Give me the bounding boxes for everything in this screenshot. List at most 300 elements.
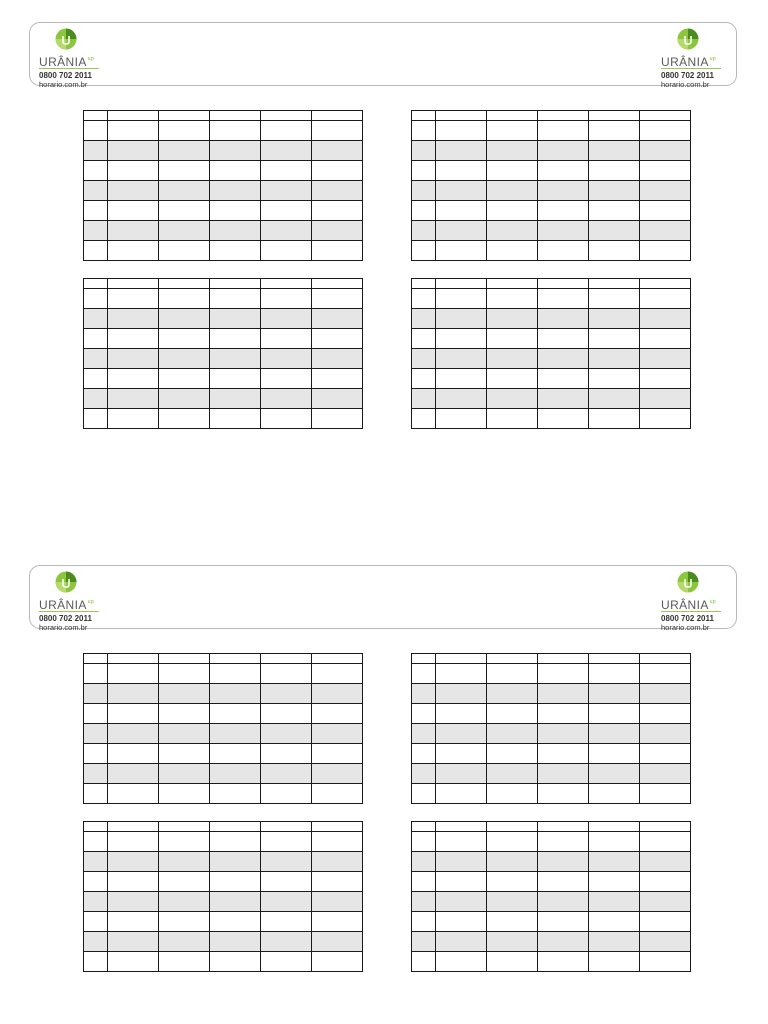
grid-cell: [159, 764, 210, 784]
brand-logo-icon: [661, 571, 727, 597]
grid-cell: [412, 784, 436, 804]
grid-cell: [640, 952, 691, 972]
grid-cell: [487, 121, 538, 141]
grid-cell: [108, 241, 159, 261]
grid-cell: [589, 852, 640, 872]
grid-row: [412, 289, 691, 309]
grid-cell: [487, 832, 538, 852]
grid-cell: [538, 369, 589, 389]
grid-cell: [412, 932, 436, 952]
grid-cell: [436, 289, 487, 309]
grid-cell: [312, 744, 363, 764]
grid-cell: [412, 872, 436, 892]
grid-cell: [312, 784, 363, 804]
grid-cell: [312, 161, 363, 181]
grid-cell: [487, 141, 538, 161]
grid-cell: [210, 892, 261, 912]
grid-cell: [436, 329, 487, 349]
grid-cell: [436, 684, 487, 704]
grid-header-cell: [412, 654, 436, 664]
grid-header-cell: [640, 822, 691, 832]
grid-cell: [589, 832, 640, 852]
grid-cell: [412, 832, 436, 852]
timetable-grid: [411, 110, 691, 261]
grid-cell: [487, 369, 538, 389]
grid-cell: [538, 704, 589, 724]
grid-cell: [589, 724, 640, 744]
brand-wordmark: $URÂNIA^{up}$: [661, 55, 717, 69]
grid-header-cell: [312, 822, 363, 832]
grid-cell: [487, 329, 538, 349]
grid-cell: [159, 289, 210, 309]
grid-row: [84, 852, 363, 872]
grid-cell: [487, 764, 538, 784]
grid-cell: [261, 872, 312, 892]
brand-website: horario.com.br: [661, 623, 710, 632]
grid-row: [412, 329, 691, 349]
grid-cell: [159, 852, 210, 872]
grid-cell: [412, 369, 436, 389]
grid-cell: [538, 744, 589, 764]
grid-cell: [436, 892, 487, 912]
grid-cell: [640, 784, 691, 804]
grid-cell: [84, 181, 108, 201]
grid-row: [84, 369, 363, 389]
brand-block: [661, 28, 727, 89]
grid-cell: [412, 329, 436, 349]
grid-header-cell: [210, 279, 261, 289]
grid-cell: [538, 872, 589, 892]
grid-cell: [312, 852, 363, 872]
grid-cell: [261, 724, 312, 744]
grid-cell: [261, 784, 312, 804]
grid-cell: [589, 389, 640, 409]
grid-cell: [210, 684, 261, 704]
grid-cell: [108, 181, 159, 201]
grid-row: [412, 764, 691, 784]
brand-wordmark: $URÂNIA^{up}$: [39, 598, 95, 612]
grid-cell: [640, 932, 691, 952]
header-banner-bottom: [29, 565, 737, 632]
grid-row: [412, 141, 691, 161]
grid-header-cell: [159, 279, 210, 289]
grid-row: [412, 872, 691, 892]
grid-header-cell: [589, 822, 640, 832]
grid-cell: [412, 349, 436, 369]
grid-cell: [589, 309, 640, 329]
grid-cell: [210, 872, 261, 892]
grid-cell: [210, 181, 261, 201]
grid-cell: [159, 141, 210, 161]
grid-header-cell: [436, 111, 487, 121]
grid-cell: [159, 932, 210, 952]
grid-row: [84, 409, 363, 429]
grid-row: [412, 241, 691, 261]
grid-cell: [436, 852, 487, 872]
grid-cell: [538, 329, 589, 349]
brand-wordmark: $URÂNIA^{up}$: [661, 598, 717, 612]
grid-cell: [84, 744, 108, 764]
grid-cell: [640, 309, 691, 329]
grid-cell: [538, 832, 589, 852]
grid-cell: [261, 369, 312, 389]
grid-cell: [261, 329, 312, 349]
grid-cell: [640, 409, 691, 429]
grid-cell: [538, 684, 589, 704]
grid-cell: [640, 764, 691, 784]
grid-cell: [487, 201, 538, 221]
grid-cell: [84, 684, 108, 704]
grid-cell: [436, 912, 487, 932]
grid-cell: [210, 852, 261, 872]
grid-cell: [312, 912, 363, 932]
grid-cell: [108, 349, 159, 369]
grid-header-row: [84, 654, 363, 664]
grid-row: [84, 684, 363, 704]
grid-cell: [261, 852, 312, 872]
grid-cell: [589, 664, 640, 684]
grid-cell: [84, 832, 108, 852]
grid-cell: [261, 121, 312, 141]
grid-header-cell: [312, 111, 363, 121]
grid-cell: [640, 241, 691, 261]
grid-row: [412, 784, 691, 804]
grid-cell: [487, 409, 538, 429]
grid-cell: [108, 872, 159, 892]
grid-cell: [312, 764, 363, 784]
grid-cell: [538, 161, 589, 181]
grid-cell: [538, 952, 589, 972]
grid-cell: [261, 764, 312, 784]
grid-header-row: [84, 822, 363, 832]
grid-cell: [159, 744, 210, 764]
grid-cell: [159, 309, 210, 329]
grid-cell: [436, 369, 487, 389]
grid-row: [412, 892, 691, 912]
grid-cell: [436, 744, 487, 764]
grid-cell: [436, 704, 487, 724]
grid-header-cell: [640, 654, 691, 664]
grid-cell: [108, 289, 159, 309]
grid-row: [84, 349, 363, 369]
grid-cell: [108, 329, 159, 349]
grid-cell: [159, 221, 210, 241]
grid-cell: [261, 952, 312, 972]
grid-cell: [538, 409, 589, 429]
grid-row: [84, 329, 363, 349]
grid-cell: [436, 724, 487, 744]
grid-row: [84, 744, 363, 764]
grid-cell: [312, 872, 363, 892]
header-banner-top: [29, 22, 737, 89]
grid-row: [412, 409, 691, 429]
grid-row: [84, 121, 363, 141]
grid-row: [84, 724, 363, 744]
grid-cell: [487, 784, 538, 804]
grid-cell: [436, 952, 487, 972]
grid-cell: [589, 241, 640, 261]
grid-cell: [640, 724, 691, 744]
grid-header-cell: [108, 111, 159, 121]
grid-cell: [538, 932, 589, 952]
grid-cell: [210, 724, 261, 744]
brand-block: [661, 571, 727, 632]
grid-row: [412, 389, 691, 409]
grid-header-cell: [538, 279, 589, 289]
grid-cell: [412, 121, 436, 141]
grid-cell: [159, 369, 210, 389]
grid-cell: [312, 121, 363, 141]
grid-row: [412, 912, 691, 932]
grid-cell: [312, 141, 363, 161]
grid-cell: [159, 724, 210, 744]
grid-cell: [412, 141, 436, 161]
grid-cell: [312, 389, 363, 409]
grid-cell: [108, 201, 159, 221]
grid-cell: [412, 221, 436, 241]
grid-cell: [159, 389, 210, 409]
grid-cell: [538, 349, 589, 369]
grid-cell: [312, 369, 363, 389]
grid-header-row: [84, 279, 363, 289]
grid-cell: [589, 349, 640, 369]
grid-cell: [487, 161, 538, 181]
grid-cell: [159, 872, 210, 892]
grid-cell: [640, 832, 691, 852]
grid-cell: [640, 181, 691, 201]
grid-cell: [108, 309, 159, 329]
grid-row: [412, 221, 691, 241]
grid-header-cell: [312, 279, 363, 289]
grid-row: [84, 181, 363, 201]
grid-cell: [412, 161, 436, 181]
grid-header-cell: [84, 822, 108, 832]
grid-cell: [210, 201, 261, 221]
grid-cell: [84, 329, 108, 349]
grid-header-cell: [412, 111, 436, 121]
grid-cell: [210, 369, 261, 389]
grid-row: [412, 704, 691, 724]
grid-cell: [84, 952, 108, 972]
grid-cell: [538, 784, 589, 804]
grid-cell: [312, 201, 363, 221]
grid-cell: [589, 161, 640, 181]
grid-cell: [261, 161, 312, 181]
grid-cell: [108, 161, 159, 181]
grid-cell: [84, 369, 108, 389]
grid-row: [412, 724, 691, 744]
grid-header-cell: [261, 111, 312, 121]
grid-cell: [312, 329, 363, 349]
grid-cell: [84, 309, 108, 329]
grid-cell: [159, 349, 210, 369]
grid-row: [84, 764, 363, 784]
grid-cell: [210, 349, 261, 369]
grid-header-cell: [538, 654, 589, 664]
grid-cell: [159, 704, 210, 724]
grid-cell: [412, 289, 436, 309]
grid-row: [84, 892, 363, 912]
grid-row: [412, 852, 691, 872]
grid-row: [84, 912, 363, 932]
grid-row: [84, 141, 363, 161]
grid-cell: [487, 744, 538, 764]
grid-cell: [108, 664, 159, 684]
grid-cell: [538, 309, 589, 329]
grid-header-cell: [159, 654, 210, 664]
grid-cell: [108, 389, 159, 409]
grid-cell: [210, 832, 261, 852]
grid-cell: [538, 852, 589, 872]
grid-cell: [436, 161, 487, 181]
grid-cell: [538, 289, 589, 309]
grid-cell: [640, 161, 691, 181]
grid-cell: [640, 892, 691, 912]
grid-cell: [210, 664, 261, 684]
grid-cell: [210, 784, 261, 804]
timetable-grid: [411, 653, 691, 804]
grid-cell: [84, 349, 108, 369]
grid-cell: [261, 704, 312, 724]
grid-cell: [261, 309, 312, 329]
grid-row: [84, 389, 363, 409]
grid-header-cell: [436, 279, 487, 289]
grid-cell: [159, 664, 210, 684]
grid-cell: [538, 221, 589, 241]
grid-cell: [108, 952, 159, 972]
grid-cell: [412, 724, 436, 744]
grid-cell: [412, 309, 436, 329]
grid-cell: [210, 389, 261, 409]
grid-cell: [84, 664, 108, 684]
grid-cell: [210, 952, 261, 972]
grid-cell: [312, 181, 363, 201]
grid-cell: [487, 892, 538, 912]
grid-cell: [589, 221, 640, 241]
grid-header-row: [412, 279, 691, 289]
grid-cell: [108, 744, 159, 764]
grid-cell: [436, 349, 487, 369]
grid-cell: [159, 892, 210, 912]
grid-cell: [589, 892, 640, 912]
grid-cell: [159, 329, 210, 349]
grid-cell: [436, 141, 487, 161]
brand-website: horario.com.br: [39, 623, 88, 632]
brand-block: [39, 28, 105, 89]
brand-website: horario.com.br: [39, 80, 88, 89]
grid-header-cell: [108, 822, 159, 832]
grid-row: [84, 784, 363, 804]
grid-cell: [159, 161, 210, 181]
grid-header-cell: [108, 654, 159, 664]
grid-cell: [210, 744, 261, 764]
grid-cell: [487, 724, 538, 744]
grid-cell: [487, 952, 538, 972]
grid-row: [412, 664, 691, 684]
grid-cell: [261, 389, 312, 409]
grid-cell: [108, 369, 159, 389]
grid-cell: [487, 664, 538, 684]
grid-header-cell: [261, 654, 312, 664]
grid-cell: [589, 201, 640, 221]
grid-cell: [261, 932, 312, 952]
grid-cell: [538, 664, 589, 684]
grid-cell: [538, 201, 589, 221]
grid-row: [412, 181, 691, 201]
grid-cell: [589, 289, 640, 309]
brand-phone: 0800 702 2011: [661, 614, 714, 623]
grid-header-cell: [261, 822, 312, 832]
grid-cell: [108, 784, 159, 804]
grid-cell: [108, 704, 159, 724]
grid-cell: [589, 369, 640, 389]
grid-header-cell: [412, 822, 436, 832]
grid-cell: [210, 161, 261, 181]
grid-cell: [84, 241, 108, 261]
timetable-grid: [83, 278, 363, 429]
timetable-grid: [411, 821, 691, 972]
timetable-grid: [83, 821, 363, 972]
grid-cell: [312, 409, 363, 429]
brand-logo-icon: [39, 28, 105, 54]
grid-cell: [108, 932, 159, 952]
grid-cell: [108, 141, 159, 161]
grid-cell: [412, 409, 436, 429]
grid-row: [412, 832, 691, 852]
grid-cell: [261, 221, 312, 241]
grid-header-row: [412, 654, 691, 664]
grid-cell: [487, 389, 538, 409]
grid-cell: [159, 201, 210, 221]
grid-cell: [312, 221, 363, 241]
grid-cell: [589, 704, 640, 724]
grid-cell: [487, 684, 538, 704]
grid-cell: [436, 389, 487, 409]
grid-cell: [640, 704, 691, 724]
grid-cell: [412, 852, 436, 872]
brand-logo-icon: [661, 28, 727, 54]
grid-cell: [108, 121, 159, 141]
brand-wordmark: $URÂNIA^{up}$: [39, 55, 95, 69]
grid-cell: [412, 952, 436, 972]
grid-cell: [210, 932, 261, 952]
grid-cell: [487, 932, 538, 952]
grid-cell: [538, 121, 589, 141]
grid-cell: [538, 892, 589, 912]
grid-row: [84, 309, 363, 329]
grid-row: [84, 664, 363, 684]
grid-cell: [640, 201, 691, 221]
grid-cell: [159, 784, 210, 804]
grid-cell: [84, 389, 108, 409]
grid-cell: [436, 764, 487, 784]
grid-header-cell: [84, 654, 108, 664]
grid-cell: [108, 409, 159, 429]
grid-header-cell: [538, 111, 589, 121]
grid-cell: [436, 221, 487, 241]
grid-header-cell: [487, 279, 538, 289]
grid-cell: [84, 724, 108, 744]
grid-cell: [436, 832, 487, 852]
grid-cell: [538, 389, 589, 409]
grid-cell: [589, 932, 640, 952]
grid-cell: [589, 181, 640, 201]
grid-header-cell: [159, 822, 210, 832]
grid-cell: [538, 912, 589, 932]
grid-cell: [261, 832, 312, 852]
grid-cell: [159, 241, 210, 261]
grid-cell: [487, 704, 538, 724]
